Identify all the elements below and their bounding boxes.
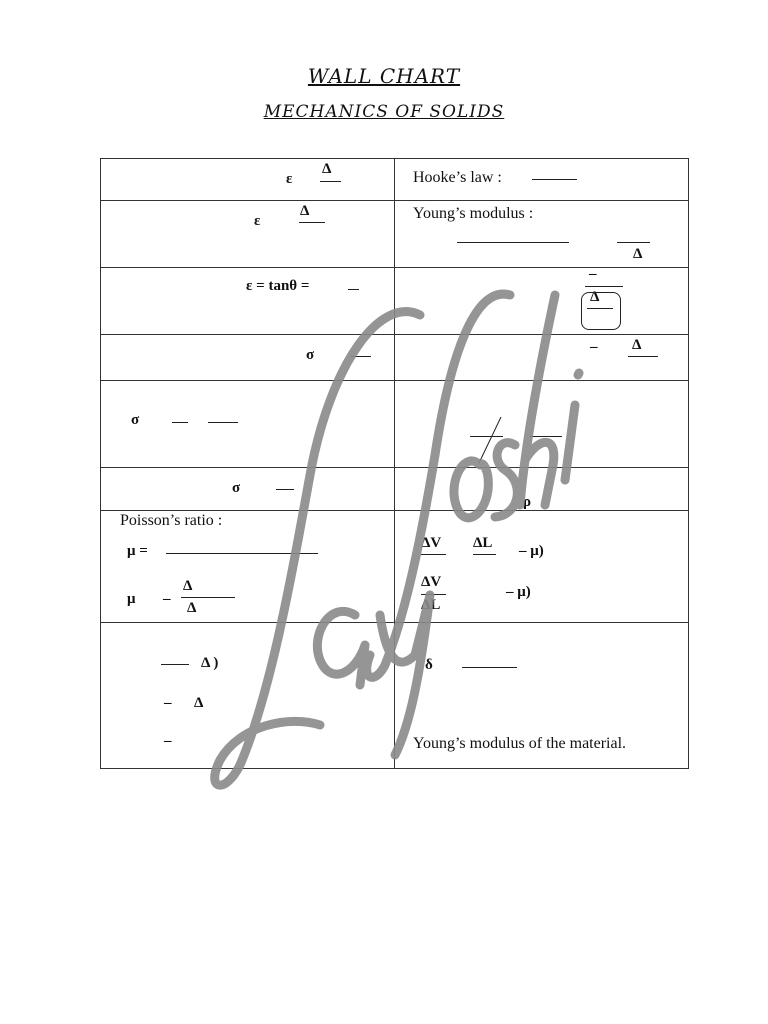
blank-line [532,179,577,180]
fraction-bar [181,597,235,598]
rho-symbol: ρ [523,494,532,510]
cell-poissons-ratio [101,511,395,623]
delta-l: ΔL [473,535,493,551]
minus-sign: – [590,339,598,355]
cell-right-3 [395,268,689,335]
table-row [101,268,689,335]
delta-denominator: Δ [187,600,197,616]
fraction-bar [299,222,325,223]
fraction-bar [161,664,189,665]
table-row [101,201,689,268]
delta-l: ΔL [421,597,441,613]
slash-mark [475,415,505,465]
delta-denominator: Δ [590,289,600,305]
stress-symbol: σ [232,480,241,496]
shear-strain-expression: ε = tanθ = [246,278,310,294]
delta-symbol: Δ [194,695,204,711]
cell-strain-left-2 [101,201,395,268]
cell-right-6 [395,468,689,511]
cell-stress-left-3 [101,468,395,511]
strain-symbol: ε [286,171,293,187]
fraction-bar [421,554,446,555]
mu-equals: μ = [127,543,148,559]
cell-right-4 [395,335,689,381]
cell-elongation [395,623,689,769]
mu-symbol: μ [127,591,136,607]
blank-line [166,553,318,554]
table-row [101,381,689,468]
fraction-bar [208,422,238,423]
fraction-bar [585,286,623,287]
delta-paren: Δ ) [201,655,219,671]
fraction-bar [421,594,446,595]
stress-symbol: σ [131,412,140,428]
delta-denominator: Δ [633,246,643,262]
minus-sign: – [164,695,172,711]
fraction-bar [628,356,658,357]
fraction-bar [587,308,613,309]
fraction-bar [473,554,496,555]
stress-symbol: σ [306,347,315,363]
fraction-bar [276,489,294,490]
delta-numerator: Δ [183,578,193,594]
strain-symbol: ε [254,213,261,229]
fraction-bar [530,436,562,437]
fraction-bar [348,289,359,290]
minus-mu: – μ) [519,543,544,559]
blank-line [457,242,569,243]
table-row [101,511,689,623]
minus-sign: – [163,591,171,607]
blank-line [462,667,517,668]
youngs-modulus-of-material: Young’s modulus of the material. [413,735,627,752]
cell-strain-left [101,159,395,201]
minus-mu: – μ) [506,584,531,600]
delta-v: ΔV [421,574,442,590]
delta-numerator: Δ [300,203,310,219]
wall-chart-title: WALL CHART [307,64,461,88]
cell-stress-left-2 [101,381,395,468]
cell-right-5 [395,381,689,468]
table-row [101,335,689,381]
delta-numerator: Δ [632,337,642,353]
fraction-bar [320,181,341,182]
hookes-law-label: Hooke’s law : [413,169,502,186]
youngs-modulus-label: Young’s modulus : [413,205,534,222]
delta-numerator: Δ [322,161,332,177]
bracket-box [581,292,621,330]
delta-v: ΔV [421,535,442,551]
delta-small-symbol: δ [425,657,433,673]
cell-youngs-modulus [395,201,689,268]
minus-sign: – [164,733,172,749]
formula-table [100,158,689,769]
cell-left-8 [101,623,395,769]
table-row [101,159,689,201]
cell-stress-left [101,335,395,381]
cell-shear-strain [101,268,395,335]
poissons-ratio-label: Poisson’s ratio : [120,512,223,529]
fraction-bar [351,356,371,357]
table-row [101,468,689,511]
fraction-bar [172,422,188,423]
minus-numerator: – [589,266,597,282]
wall-chart-subtitle: MECHANICS OF SOLIDS [263,102,505,122]
table-row [101,623,689,769]
fraction-bar [617,242,650,243]
cell-hookes-law [395,159,689,201]
cell-volumetric-strain [395,511,689,623]
